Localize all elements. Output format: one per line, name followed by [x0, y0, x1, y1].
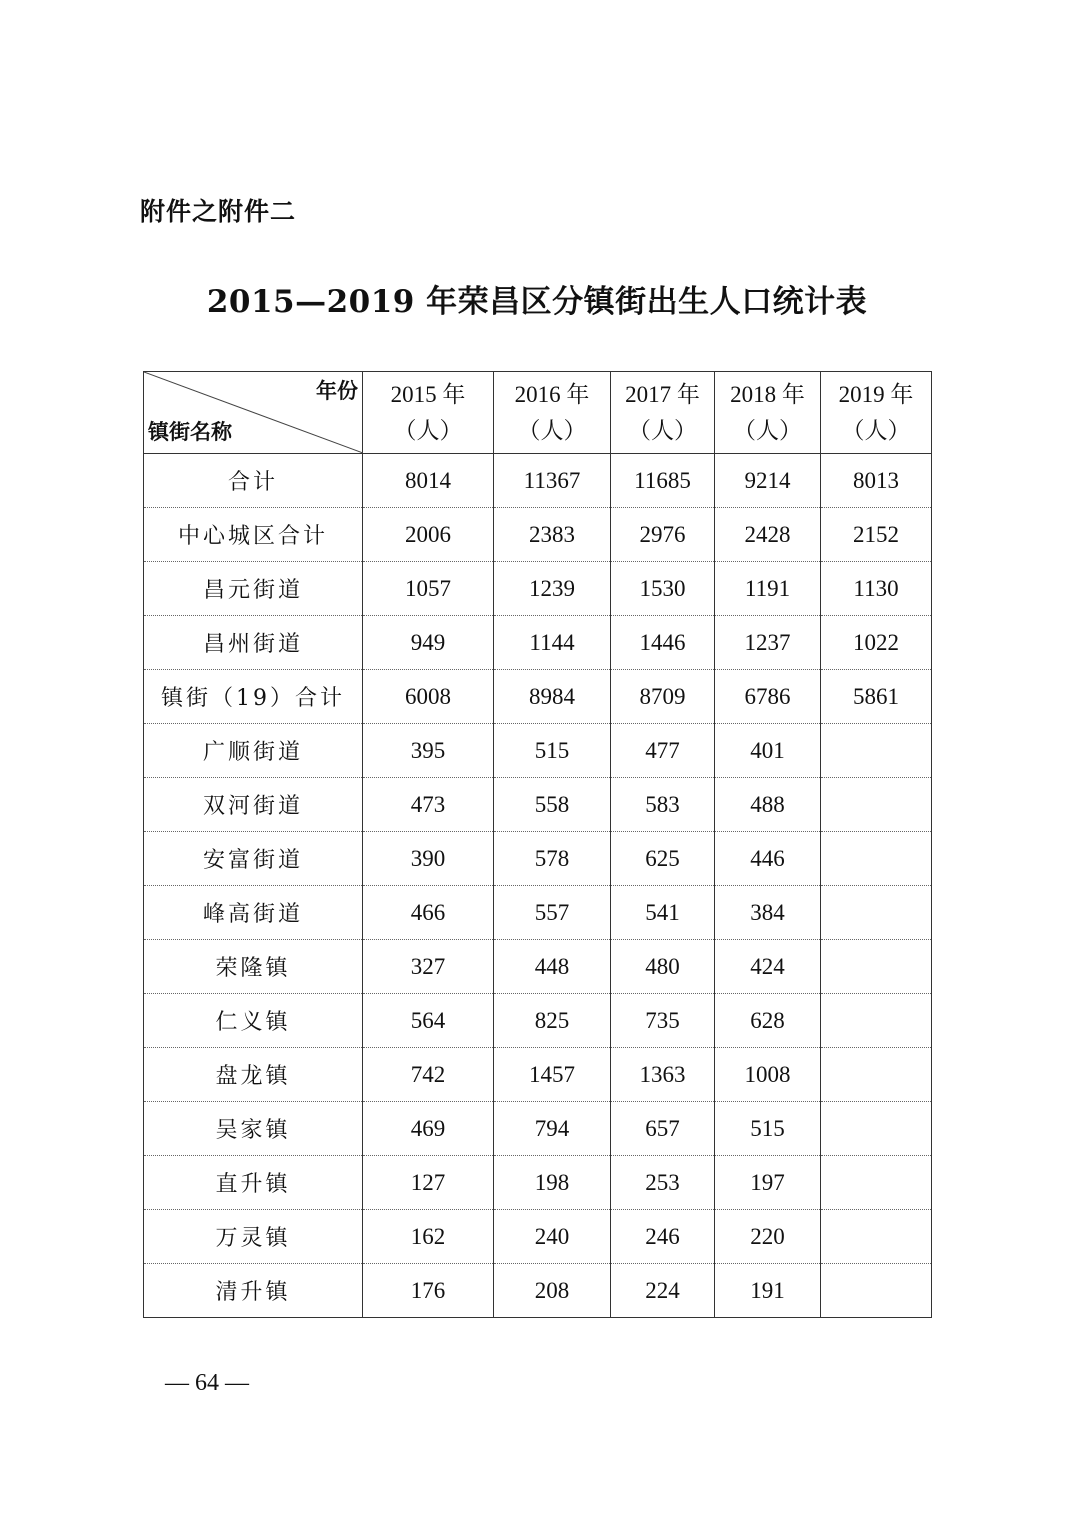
value-cell: 557: [494, 886, 611, 940]
value-cell: 1057: [363, 562, 494, 616]
region-name-cell: 荣隆镇: [144, 940, 363, 994]
value-cell: 208: [494, 1264, 611, 1318]
value-cell: 480: [611, 940, 715, 994]
year-header-2016: [494, 372, 611, 454]
table-row: [144, 886, 932, 940]
value-cell: 162: [363, 1210, 494, 1264]
value-cell: 1144: [494, 616, 611, 670]
value-cell: 469: [363, 1102, 494, 1156]
value-cell: 11367: [494, 454, 611, 508]
unit-label: （人）: [841, 417, 911, 443]
value-cell: 448: [494, 940, 611, 994]
value-cell: 176: [363, 1264, 494, 1318]
year-header-2018: [715, 372, 821, 454]
value-cell: 5861: [821, 670, 932, 724]
value-cell: [821, 1048, 932, 1102]
region-name-cell: 镇街（19）合计: [144, 670, 363, 724]
value-cell: 578: [494, 832, 611, 886]
value-cell: 8013: [821, 454, 932, 508]
table-row: [144, 1264, 932, 1318]
value-cell: 127: [363, 1156, 494, 1210]
value-cell: 1237: [715, 616, 821, 670]
unit-label: （人）: [517, 417, 587, 443]
value-cell: 11685: [611, 454, 715, 508]
region-name-cell: 仁义镇: [144, 994, 363, 1048]
value-cell: [821, 778, 932, 832]
value-cell: 220: [715, 1210, 821, 1264]
value-cell: 9214: [715, 454, 821, 508]
value-cell: 253: [611, 1156, 715, 1210]
table-row: [144, 1102, 932, 1156]
year-label: 2019 年: [838, 381, 914, 407]
table-row: [144, 724, 932, 778]
region-name-cell: 峰高街道: [144, 886, 363, 940]
table-row: [144, 616, 932, 670]
value-cell: 735: [611, 994, 715, 1048]
value-cell: 794: [494, 1102, 611, 1156]
region-name-cell: 中心城区合计: [144, 508, 363, 562]
table-row: [144, 832, 932, 886]
value-cell: 8709: [611, 670, 715, 724]
value-cell: 488: [715, 778, 821, 832]
region-name-cell: 清升镇: [144, 1264, 363, 1318]
unit-label: （人）: [733, 417, 802, 443]
value-cell: 515: [715, 1102, 821, 1156]
value-cell: 466: [363, 886, 494, 940]
birth-statistics-table: [143, 371, 932, 1318]
value-cell: 1363: [611, 1048, 715, 1102]
value-cell: 8014: [363, 454, 494, 508]
value-cell: 1008: [715, 1048, 821, 1102]
table-row: [144, 562, 932, 616]
year-header-2017: [611, 372, 715, 454]
table-row: [144, 454, 932, 508]
value-cell: [821, 832, 932, 886]
value-cell: 197: [715, 1156, 821, 1210]
value-cell: 401: [715, 724, 821, 778]
value-cell: 224: [611, 1264, 715, 1318]
value-cell: 657: [611, 1102, 715, 1156]
region-name-cell: 安富街道: [144, 832, 363, 886]
region-name-cell: 万灵镇: [144, 1210, 363, 1264]
region-name-cell: 盘龙镇: [144, 1048, 363, 1102]
value-cell: 2428: [715, 508, 821, 562]
value-cell: 1239: [494, 562, 611, 616]
value-cell: 1130: [821, 562, 932, 616]
table-row: [144, 994, 932, 1048]
value-cell: 473: [363, 778, 494, 832]
value-cell: 742: [363, 1048, 494, 1102]
document-title: 2015—2019 年荣昌区分镇街出生人口统计表: [206, 284, 868, 320]
value-cell: 246: [611, 1210, 715, 1264]
year-header-2015: [363, 372, 494, 454]
value-cell: 1191: [715, 562, 821, 616]
table-row: [144, 940, 932, 994]
value-cell: [821, 1264, 932, 1318]
value-cell: 1022: [821, 616, 932, 670]
value-cell: 2152: [821, 508, 932, 562]
value-cell: 240: [494, 1210, 611, 1264]
corner-name-label: 镇街名称: [148, 420, 232, 444]
value-cell: [821, 1102, 932, 1156]
value-cell: 384: [715, 886, 821, 940]
unit-label: （人）: [393, 417, 463, 443]
value-cell: 2383: [494, 508, 611, 562]
value-cell: [821, 1156, 932, 1210]
table-row: [144, 1210, 932, 1264]
value-cell: [821, 994, 932, 1048]
region-name-cell: 广顺街道: [144, 724, 363, 778]
value-cell: 1530: [611, 562, 715, 616]
value-cell: 6008: [363, 670, 494, 724]
value-cell: 6786: [715, 670, 821, 724]
value-cell: 446: [715, 832, 821, 886]
year-header-2019: [821, 372, 932, 454]
value-cell: 625: [611, 832, 715, 886]
value-cell: 1446: [611, 616, 715, 670]
page-number: — 64 —: [165, 1370, 249, 1396]
value-cell: 949: [363, 616, 494, 670]
table-header-row: [144, 372, 932, 454]
value-cell: 395: [363, 724, 494, 778]
table-row: [144, 508, 932, 562]
corner-year-label: 年份: [316, 379, 358, 403]
year-label: 2015 年: [390, 381, 466, 407]
table-row: [144, 778, 932, 832]
table-row: [144, 1156, 932, 1210]
year-label: 2017 年: [625, 381, 700, 407]
value-cell: 477: [611, 724, 715, 778]
value-cell: 8984: [494, 670, 611, 724]
value-cell: 583: [611, 778, 715, 832]
value-cell: 541: [611, 886, 715, 940]
table-row: [144, 1048, 932, 1102]
attachment-label: 附件之附件二: [140, 197, 297, 226]
region-name-cell: 昌元街道: [144, 562, 363, 616]
value-cell: 825: [494, 994, 611, 1048]
value-cell: 327: [363, 940, 494, 994]
value-cell: 1457: [494, 1048, 611, 1102]
value-cell: 515: [494, 724, 611, 778]
value-cell: [821, 724, 932, 778]
value-cell: 2976: [611, 508, 715, 562]
value-cell: [821, 886, 932, 940]
region-name-cell: 吴家镇: [144, 1102, 363, 1156]
value-cell: 424: [715, 940, 821, 994]
value-cell: 390: [363, 832, 494, 886]
value-cell: 628: [715, 994, 821, 1048]
region-name-cell: 直升镇: [144, 1156, 363, 1210]
table-row: [144, 670, 932, 724]
value-cell: 198: [494, 1156, 611, 1210]
value-cell: 2006: [363, 508, 494, 562]
region-name-cell: 昌州街道: [144, 616, 363, 670]
corner-header-cell: [144, 372, 363, 454]
value-cell: 558: [494, 778, 611, 832]
unit-label: （人）: [628, 417, 697, 443]
value-cell: [821, 940, 932, 994]
year-label: 2016 年: [514, 381, 590, 407]
year-label: 2018 年: [730, 381, 805, 407]
value-cell: [821, 1210, 932, 1264]
value-cell: 191: [715, 1264, 821, 1318]
value-cell: 564: [363, 994, 494, 1048]
region-name-cell: 合计: [144, 454, 363, 508]
region-name-cell: 双河街道: [144, 778, 363, 832]
